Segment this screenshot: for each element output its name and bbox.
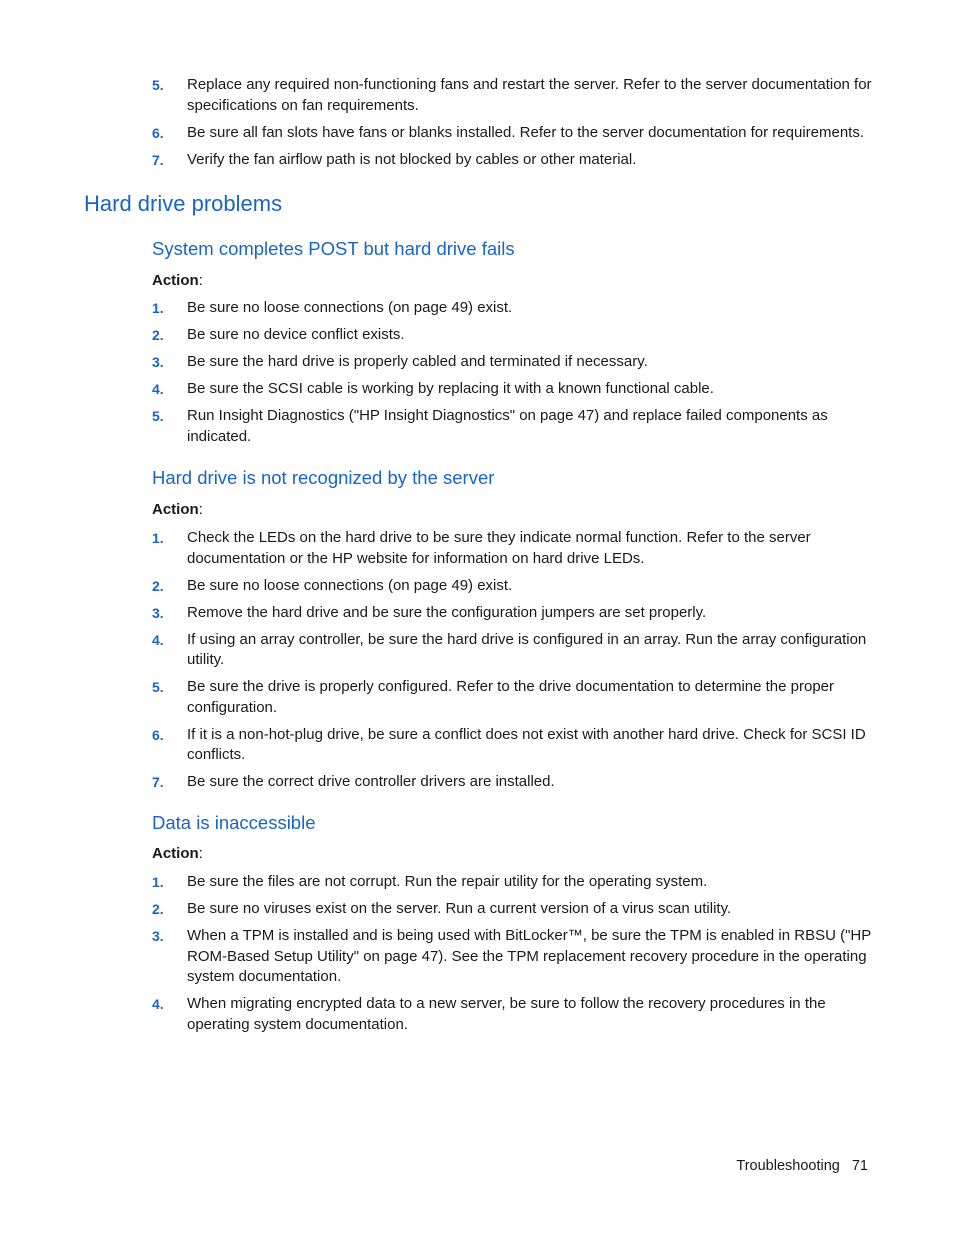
list-number: 5.: [152, 679, 164, 695]
list-item: [152, 926, 872, 988]
list-item: [152, 994, 872, 1035]
action-label: Action:: [152, 845, 203, 862]
list-text: Verify the fan airflow path is not blocked by cables or other material.: [187, 150, 637, 168]
list-item: [152, 603, 872, 624]
list-text: Check the LEDs on the hard drive to be sure they indicate normal function. Refer to the server documentation or the HP website for information on hard drive LEDs.: [187, 529, 811, 567]
list-number: 2.: [152, 577, 164, 594]
list-number: 3.: [152, 928, 164, 944]
list-text: Be sure the files are not corrupt. Run the repair utility for the operating system.: [187, 873, 708, 890]
list-item: [152, 872, 872, 893]
list-number: 1.: [152, 530, 164, 546]
list-item: [152, 75, 872, 116]
list-number: 5.: [152, 408, 164, 424]
list-number: 4.: [152, 996, 164, 1012]
list-number: 7.: [152, 151, 164, 168]
list-item: [152, 123, 872, 144]
list-text: Be sure no loose connections (on page 49) exist.: [187, 576, 513, 594]
action-label: Action:: [152, 501, 203, 518]
list-text: If using an array controller, be sure the hard drive is configured in an array. Run the array configuration utility.: [187, 630, 867, 668]
list-number: 1.: [152, 300, 164, 316]
list-item: [152, 150, 872, 171]
list-text: Be sure no device conflict exists.: [187, 326, 405, 343]
section-title: Hard drive problems: [84, 191, 283, 216]
list-number: 2.: [152, 901, 164, 917]
list-item: [152, 630, 872, 671]
not-recognized-steps-list: [152, 528, 872, 799]
subsection-title-data-inaccessible: Data is inaccessible: [152, 812, 316, 833]
list-item: [152, 379, 872, 400]
list-text: Be sure no viruses exist on the server. Run a current version of a virus scan utility.: [187, 900, 732, 917]
data-inaccessible-steps-list: [152, 872, 872, 1042]
list-text: Run Insight Diagnostics ("HP Insight Diagnostics" on page 47) and replace failed components as indicated.: [187, 407, 828, 445]
subsection-title-not-recognized: Hard drive is not recognized by the server: [152, 467, 495, 488]
list-text: Replace any required non-functioning fans and restart the server. Refer to the server documentation for specifications on fan requirements.: [187, 76, 872, 114]
list-text: Be sure the SCSI cable is working by replacing it with a known functional cable.: [187, 380, 714, 397]
page-footer: [736, 1158, 868, 1174]
page-number: 71: [851, 1158, 868, 1174]
post-fails-steps-list: [152, 298, 872, 454]
list-text: Remove the hard drive and be sure the configuration jumpers are set properly.: [187, 603, 707, 621]
list-item: [152, 677, 872, 718]
list-item: [152, 772, 872, 793]
list-item: [152, 725, 872, 766]
list-number: 6.: [152, 726, 164, 743]
action-label: Action:: [152, 272, 203, 289]
list-text: Be sure the hard drive is properly cabled and terminated if necessary.: [187, 353, 648, 370]
list-text: If it is a non-hot-plug drive, be sure a conflict does not exist with another hard drive. Check for SCSI ID conflicts.: [187, 725, 866, 763]
list-item: [152, 352, 872, 373]
list-item: [152, 325, 872, 346]
list-number: 5.: [152, 77, 164, 93]
subsection-title-post-fails: System completes POST but hard drive fails: [152, 238, 515, 259]
list-item: [152, 298, 872, 319]
list-number: 2.: [152, 327, 164, 343]
list-number: 1.: [152, 874, 164, 890]
list-number: 4.: [152, 381, 164, 397]
list-text: When migrating encrypted data to a new server, be sure to follow the recovery procedures in the operating system documentation.: [187, 995, 826, 1033]
footer-section-name: Troubleshooting: [736, 1158, 840, 1174]
list-item: [152, 406, 872, 447]
list-item: [152, 576, 872, 597]
list-text: Be sure the correct drive controller drivers are installed.: [187, 773, 555, 790]
list-text: When a TPM is installed and is being used with BitLocker™, be sure the TPM is enabled in RBSU ("HP ROM-Based Setup Utility" on page 47). See the TPM replacement recovery procedure in the operating system documentation.: [187, 927, 871, 985]
list-item: [152, 899, 872, 920]
fan-steps-list: [152, 75, 872, 177]
list-text: Be sure all fan slots have fans or blanks installed. Refer to the server documentation for requirements.: [187, 123, 865, 141]
list-number: 4.: [152, 631, 164, 648]
list-number: 3.: [152, 354, 164, 370]
list-item: [152, 528, 872, 569]
list-number: 6.: [152, 124, 164, 141]
list-text: Be sure no loose connections (on page 49) exist.: [187, 299, 513, 316]
list-text: Be sure the drive is properly configured. Refer to the drive documentation to determine the proper configuration.: [187, 678, 835, 716]
list-number: 7.: [152, 774, 164, 790]
list-number: 3.: [152, 604, 164, 621]
